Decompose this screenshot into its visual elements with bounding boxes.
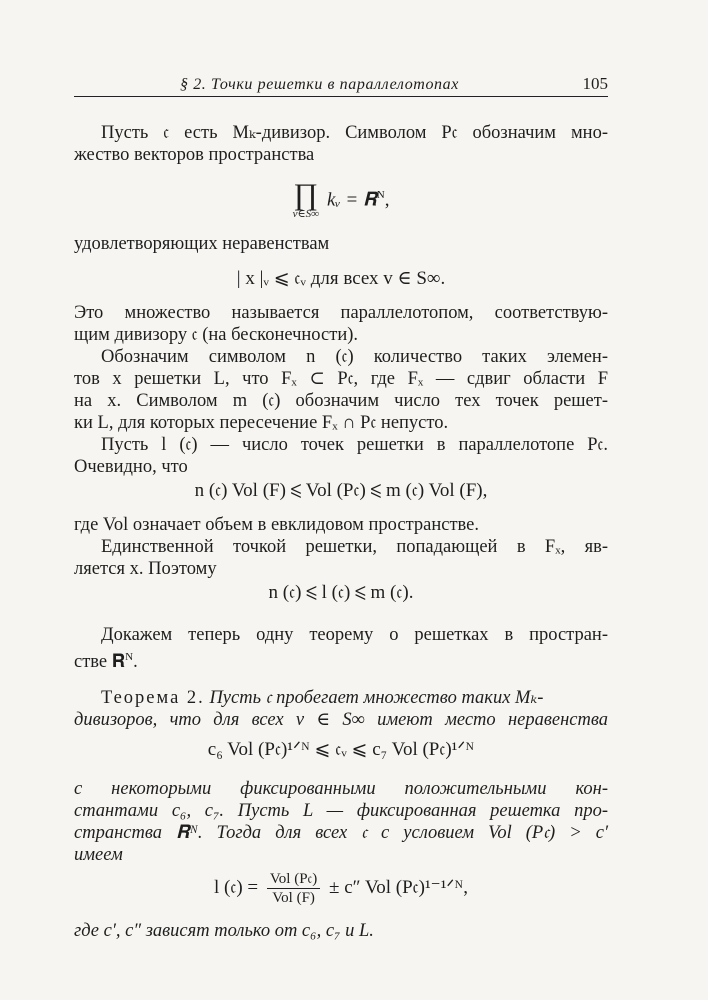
text-line: с некоторыми фиксированными положительными кон- <box>74 779 608 799</box>
text-line: жество векторов пространства <box>74 145 315 165</box>
paragraph-5 <box>74 434 608 478</box>
formula-lhs: l (𝔠) = <box>214 876 259 898</box>
theorem-2 <box>74 687 608 731</box>
paragraph-6 <box>74 514 608 536</box>
fraction-numerator: Vol (P𝔠) <box>267 870 320 889</box>
paragraph-8 <box>74 624 608 673</box>
book-page <box>74 70 608 941</box>
product-index: v∈S∞ <box>292 208 319 220</box>
product-operator <box>292 178 319 220</box>
text-line: Очевидно, что <box>74 457 188 477</box>
theorem-conclusion <box>74 920 608 942</box>
page-number: 105 <box>582 74 608 93</box>
theorem-2-continued <box>74 778 608 866</box>
formula-volume-bounds: n (𝔠) Vol (F) ⩽ Vol (P𝔠) ⩽ m (𝔠) Vol (F), <box>194 480 488 501</box>
text-line <box>74 646 608 673</box>
text-line: имеем <box>74 845 123 865</box>
paragraph-7 <box>74 536 608 580</box>
fraction-denominator: Vol (F) <box>272 890 315 906</box>
text-line: удовлетворяющих неравенствам <box>74 234 330 254</box>
text-line: дивизоров, что для всех v ∈ S∞ имеют место неравенства <box>74 710 608 730</box>
text-line: на x. Символом m (𝔠) обозначим число тех точек решет- <box>74 391 608 411</box>
product-symbol: ∏ <box>293 178 319 211</box>
text-line: Пусть 𝔠 есть Mₖ-дивизор. Символом P𝔠 обозначим мно- <box>101 123 608 143</box>
theorem-label: Теорема 2. <box>101 688 205 708</box>
text-line: щим дивизору 𝔠 (на бесконечности). <box>74 325 359 345</box>
formula-inequality: | x |ᵥ ⩽ 𝔠ᵥ для всех v ∈ S∞. <box>236 268 446 289</box>
paragraph-3 <box>74 302 608 346</box>
text-line: ляется x. Поэтому <box>74 559 217 579</box>
theorem-text: Пусть 𝔠 пробегает множество таких Mₖ- <box>209 688 544 708</box>
formula-exponent: N <box>376 189 385 202</box>
text-line: Докажем теперь одну теорему о решетках в простран- <box>101 625 608 645</box>
formula-lhs: kᵥ = 𝐑 <box>326 189 377 211</box>
theorem-formula-bounds: c₆ Vol (P𝔠)¹ᐟᴺ ⩽ 𝔠ᵥ ⩽ c₇ Vol (P𝔠)¹ᐟᴺ <box>207 739 475 760</box>
text-line: странства 𝐑ᴺ. Тогда для всех 𝔠 с условием Vol (P𝔠) > c′ <box>74 823 608 843</box>
fraction <box>267 870 320 907</box>
text-line: Обозначим символом n (𝔠) количество таких элемен- <box>101 347 608 367</box>
text-line: Единственной точкой решетки, попадающей в Fₓ, яв- <box>101 537 608 557</box>
text-line: Пусть l (𝔠) — число точек решетки в параллелотопе P𝔠. <box>101 435 608 455</box>
text-line: ки L, для которых пересечение Fₓ ∩ P𝔠 непусто. <box>74 413 449 433</box>
text-line <box>74 687 608 709</box>
formula-product <box>74 178 608 220</box>
text-line: где Vol означает объем в евклидовом пространстве. <box>74 515 480 535</box>
paragraph-1 <box>74 122 608 166</box>
paragraph-4 <box>74 346 608 434</box>
text-line: стантами c₆, c₇. Пусть L — фиксированная решетка про- <box>74 801 608 821</box>
text-line: тов x решетки L, что Fₓ ⊂ P𝔠, где Fₓ — сдвиг области F <box>74 369 608 389</box>
text-line: Это множество называется параллелотопом, соответствую- <box>74 303 608 323</box>
paragraph-2 <box>74 233 608 255</box>
running-title: § 2. Точки решетки в параллелотопах <box>180 76 459 93</box>
formula-count-bounds: n (𝔠) ⩽ l (𝔠) ⩽ m (𝔠). <box>268 582 414 603</box>
formula-tail: , <box>384 189 390 211</box>
text-fragment: . <box>133 652 138 673</box>
exponent: N <box>125 651 134 663</box>
formula-rhs: ± c″ Vol (P𝔠)¹⁻¹ᐟᴺ, <box>329 876 468 898</box>
running-header <box>74 70 608 97</box>
theorem-main-formula <box>74 870 608 907</box>
text-fragment: стве 𝐑 <box>74 652 126 673</box>
text-line: где c′, c″ зависят только от c₆, c₇ и L. <box>74 921 374 941</box>
